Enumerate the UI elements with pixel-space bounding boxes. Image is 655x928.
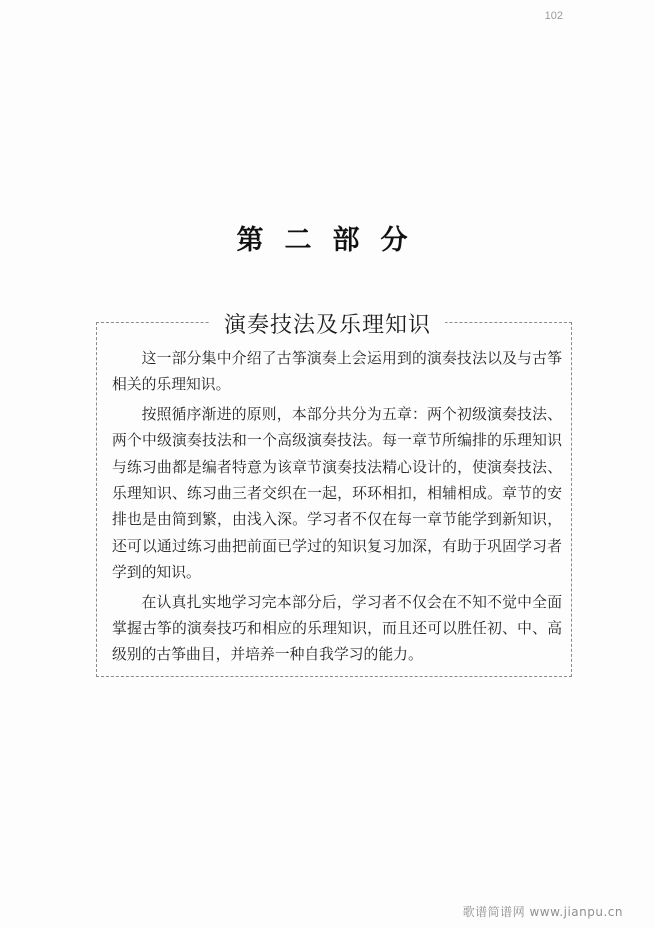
part-title: 第二部分 [236, 225, 429, 256]
watermark: 歌谱简谱网 www.jianpu.cn [462, 905, 623, 919]
paragraph-outcome: 在认真扎实地学习完本部分后，学习者不仅会在不知不觉中全面掌握古筝的演奏技巧和相应的乐理知识，而且还可以胜任初、中、高级别的古筝曲目，并培养一种自我学习的能力。 [112, 593, 562, 664]
section-body [112, 346, 562, 672]
section-title: 演奏技法及乐理知识 [210, 308, 445, 339]
page-number: 102 [544, 10, 563, 22]
paragraph-structure: 按照循序渐进的原则，本部分共分为五章：两个初级演奏技法、两个中级演奏技法和一个高级演奏技法。每一章节所编排的乐理知识与练习曲都是编者特意为该章节演奏技法精心设计的，使演奏技法、乐理知识、练习曲三者交织在一起，环环相扣，相辅相成。章节的安排也是由简到繁，由浅入深。学习者不仅在每一章节能学到新知识，还可以通过练习曲把前面已学过的知识复习加深，有助于巩固学习者学到的知识。 [112, 405, 562, 582]
paragraph-intro: 这一部分集中介绍了古筝演奏上会运用到的演奏技法以及与古筝相关的乐理知识。 [112, 350, 562, 394]
